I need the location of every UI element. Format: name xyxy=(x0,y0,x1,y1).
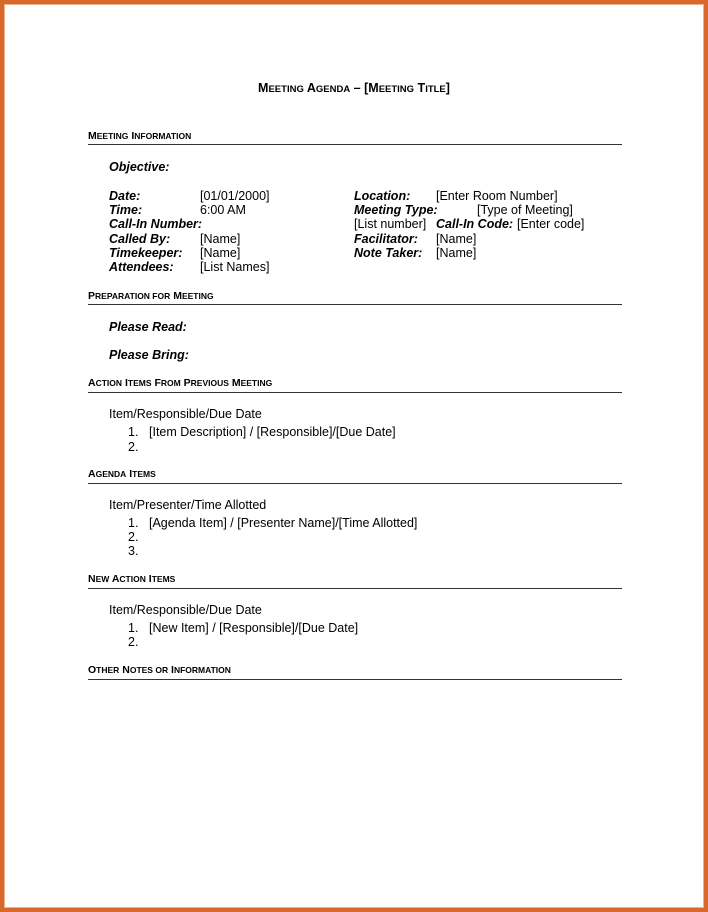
time-value: 6:00 AM xyxy=(200,203,246,217)
section-heading-previous-actions: ACTION ITEMS FROM PREVIOUS MEETING xyxy=(88,377,273,389)
new-actions-column-header: Item/Responsible/Due Date xyxy=(109,603,262,617)
list-item-number: 1. xyxy=(128,516,139,530)
call-in-number-value: [List number] xyxy=(354,217,427,231)
list-item-text: [Item Description] / [Responsible]/[Due Date] xyxy=(149,425,396,439)
section-rule xyxy=(88,304,622,305)
call-in-number-label: Call-In Number: xyxy=(109,217,203,231)
timekeeper-label: Timekeeper: xyxy=(109,246,183,260)
section-rule xyxy=(88,144,622,145)
note-taker-label: Note Taker: xyxy=(354,246,423,260)
list-item-number: 2. xyxy=(128,530,139,544)
meeting-type-label: Meeting Type: xyxy=(354,203,438,217)
date-value: [01/01/2000] xyxy=(200,189,270,203)
section-heading-preparation: PREPARATION FOR MEETING xyxy=(88,290,214,302)
list-item-number: 3. xyxy=(128,544,139,558)
meeting-type-value: [Type of Meeting] xyxy=(477,203,573,217)
section-heading-new-actions: NEW ACTION ITEMS xyxy=(88,573,176,585)
please-bring-label: Please Bring: xyxy=(109,348,189,362)
called-by-label: Called By: xyxy=(109,232,171,246)
facilitator-value: [Name] xyxy=(436,232,477,246)
attendees-value: [List Names] xyxy=(200,260,270,274)
time-label: Time: xyxy=(109,203,143,217)
facilitator-label: Facilitator: xyxy=(354,232,418,246)
call-in-code-value: [Enter code] xyxy=(517,217,585,231)
list-item-text: [New Item] / [Responsible]/[Due Date] xyxy=(149,621,359,635)
list-item-number: 1. xyxy=(128,425,139,439)
called-by-value: [Name] xyxy=(200,232,241,246)
location-label: Location: xyxy=(354,189,411,203)
section-heading-agenda-items: AGENDA ITEMS xyxy=(88,468,156,480)
timekeeper-value: [Name] xyxy=(200,246,241,260)
date-label: Date: xyxy=(109,189,141,203)
location-value: [Enter Room Number] xyxy=(436,189,558,203)
attendees-label: Attendees: xyxy=(109,260,174,274)
section-rule xyxy=(88,588,622,589)
previous-actions-column-header: Item/Responsible/Due Date xyxy=(109,407,262,421)
please-read-label: Please Read: xyxy=(109,320,187,334)
list-item-text: [Agenda Item] / [Presenter Name]/[Time Allotted] xyxy=(149,516,418,530)
list-item-number: 2. xyxy=(128,440,139,454)
section-heading-meeting-information: MEETING INFORMATION xyxy=(88,130,192,142)
section-rule xyxy=(88,392,622,393)
section-rule xyxy=(88,679,622,680)
note-taker-value: [Name] xyxy=(436,246,477,260)
list-item-number: 2. xyxy=(128,635,139,649)
agenda-column-header: Item/Presenter/Time Allotted xyxy=(109,498,267,512)
document-title: MEETING AGENDA – [MEETING TITLE] xyxy=(258,81,450,95)
section-rule xyxy=(88,483,622,484)
objective-label: Objective: xyxy=(109,160,170,174)
call-in-code-label: Call-In Code: xyxy=(436,217,514,231)
section-heading-other-notes: OTHER NOTES OR INFORMATION xyxy=(88,664,231,676)
list-item-number: 1. xyxy=(128,621,139,635)
